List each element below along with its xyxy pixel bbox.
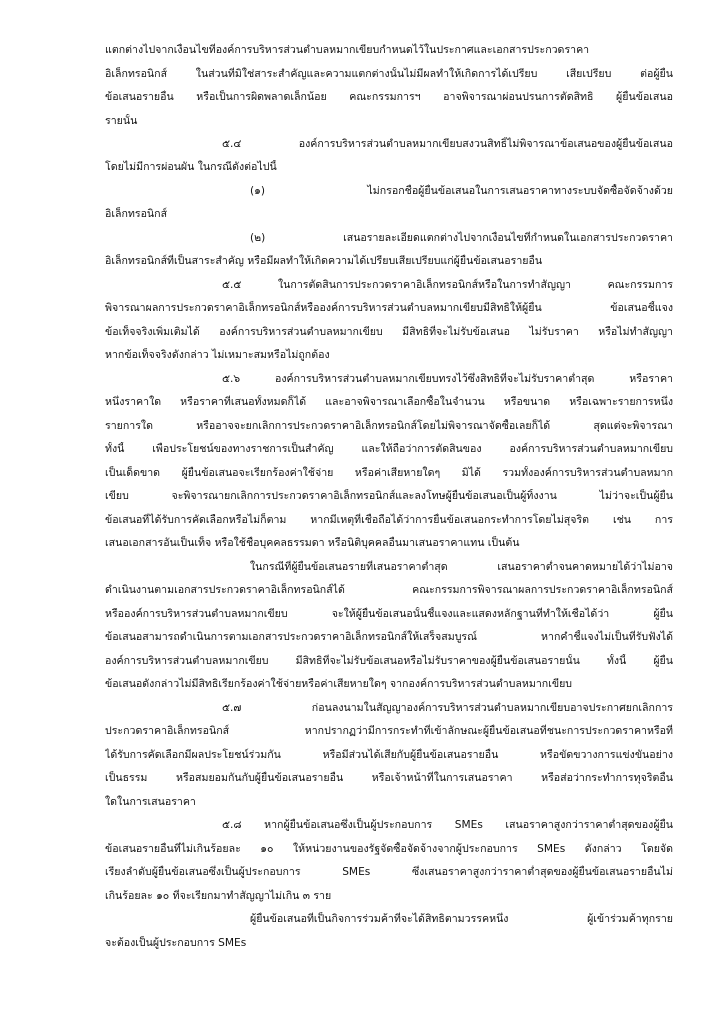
text-line: ข้อเสนอรายอื่น หรือเป็นการผิดพลาดเล็กน้อย คณะกรรมการฯ อาจพิจารณาผ่อนปรนการตัดสิทธิ ผู้ยื่นข้อเสนอ [105, 91, 673, 103]
text-line: เป็นเด็ดขาด ผู้ยื่นข้อเสนอจะเรียกร้องค่าใช้จ่าย หรือค่าเสียหายใดๆ มิได้ รวมทั้งองค์การบริหารส่วนตำบลหมาก [105, 467, 673, 479]
clause-5-7-heading: ๕.๗ ก่อนลงนามในสัญญาองค์การบริหารส่วนตำบลหมากเขียบอาจประกาศยกเลิกการ [222, 702, 673, 714]
text-line: องค์การบริหารส่วนตำบลหมากเขียบ มีสิทธิที่จะไม่รับข้อเสนอหรือไม่รับราคาของผู้ยื่นข้อเสนอรายนั้น ทั้งนี้ ผู้ยื่น [105, 655, 673, 667]
clause-5-4-heading: ๕.๔ องค์การบริหารส่วนตำบลหมากเขียบสงวนสิทธิ์ไม่พิจารณาข้อเสนอของผู้ยื่นข้อเสนอ [222, 138, 673, 150]
clause-5-6-heading: ๕.๖ องค์การบริหารส่วนตำบลหมากเขียบทรงไว้ซึ่งสิทธิที่จะไม่รับราคาต่ำสุด หรือราคา [222, 373, 673, 385]
subclause-1-heading: (๑) ไม่กรอกชื่อผู้ยื่นข้อเสนอในการเสนอราคาทางระบบจัดซื้อจัดจ้างด้วย [250, 185, 673, 197]
subclause-2-heading: (๒) เสนอรายละเอียดแตกต่างไปจากเงื่อนไขที่กำหนดในเอกสารประกวดราคา [250, 232, 673, 244]
text-line: ได้รับการคัดเลือกมีผลประโยชน์ร่วมกัน หรือมีส่วนได้เสียกับผู้ยื่นข้อเสนอรายอื่น หรือขัดขวางการแข่งขันอย่าง [105, 749, 673, 761]
text-line: เรียงลำดับผู้ยื่นข้อเสนอซึ่งเป็นผู้ประกอบการ SMEs ซึ่งเสนอราคาสูงกว่าราคาต่ำสุดของผู้ยื่นข้อเสนอรายอื่นไม่ [105, 866, 673, 878]
text-line: ทั้งนี้ เพื่อประโยชน์ของทางราชการเป็นสำคัญ และให้ถือว่าการตัดสินของ องค์การบริหารส่วนตำบลหมากเขียบ [105, 443, 673, 455]
text-line: แตกต่างไปจากเงื่อนไขที่องค์การบริหารส่วนตำบลหมากเขียบกำหนดไว้ในประกาศและเอกสารประกวดราคา [105, 44, 590, 56]
text-line: อิเล็กทรอนิกส์ที่เป็นสาระสำคัญ หรือมีผลทำให้เกิดความได้เปรียบเสียเปรียบแก่ผู้ยื่นข้อเสนอรายอื่น [105, 255, 543, 267]
text-line: จะต้องเป็นผู้ประกอบการ SMEs [105, 937, 247, 949]
text-line: หรือองค์การบริหารส่วนตำบลหมากเขียบ จะให้ผู้ยื่นข้อเสนอนั้นชี้แจงและแสดงหลักฐานที่ทำให้เชื่อได้ว่า ผู้ยื่น [105, 608, 673, 620]
text-line: ข้อเสนอรายอื่นที่ไม่เกินร้อยละ ๑๐ ให้หน่วยงานของรัฐจัดซื้อจัดจ้างจากผู้ประกอบการ SMEs ดังกล่าว โดยจัด [105, 843, 673, 855]
text-line: รายการใด หรืออาจจะยกเลิกการประกวดราคาอิเล็กทรอนิกส์โดยไม่พิจารณาจัดซื้อเลยก็ได้ สุดแต่จะพิจารณา [105, 420, 673, 432]
text-line: โดยไม่มีการผ่อนผัน ในกรณีดังต่อไปนี้ [105, 161, 277, 173]
text-line: ดำเนินงานตามเอกสารประกวดราคาอิเล็กทรอนิกส์ได้ คณะกรรมการพิจารณาผลการประกวดราคาอิเล็กทรอนิกส์ [105, 584, 673, 596]
text-line: เขียบ จะพิจารณายกเลิกการประกวดราคาอิเล็กทรอนิกส์และลงโทษผู้ยื่นข้อเสนอเป็นผู้ทิ้งงาน ไม่ว่าจะเป็นผู้ยื่น [105, 490, 673, 502]
text-line: ข้อเสนอสามารถดำเนินการตามเอกสารประกวดราคาอิเล็กทรอนิกส์ให้เสร็จสมบูรณ์ หากคำชี้แจงไม่เป็นที่รับฟังได้ [105, 631, 673, 643]
text-line: อิเล็กทรอนิกส์ ในส่วนที่มิใช่สาระสำคัญและความแตกต่างนั้นไม่มีผลทำให้เกิดการได้เปรียบ เสียเปรียบ ต่อผู้ยื่น [105, 68, 673, 80]
text-line: พิจารณาผลการประกวดราคาอิเล็กทรอนิกส์หรือองค์การบริหารส่วนตำบลหมากเขียบมีสิทธิให้ผู้ยื่น ข้อเสนอชี้แจง [105, 302, 673, 314]
paragraph-start: ผู้ยื่นข้อเสนอที่เป็นกิจการร่วมค้าที่จะได้สิทธิตามวรรคหนึ่ง ผู้เข้าร่วมค้าทุกราย [250, 913, 673, 925]
text-line: รายนั้น [105, 115, 138, 127]
text-line: เสนอเอกสารอันเป็นเท็จ หรือใช้ชื่อบุคคลธรรมดา หรือนิติบุคคลอื่นมาเสนอราคาแทน เป็นต้น [105, 537, 520, 549]
text-line: ประกวดราคาอิเล็กทรอนิกส์ หากปรากฏว่ามีการกระทำที่เข้าลักษณะผู้ยื่นข้อเสนอที่ชนะการประกวดราคาหรือที่ [105, 725, 673, 737]
text-line: เป็นธรรม หรือสมยอมกันกับผู้ยื่นข้อเสนอรายอื่น หรือเจ้าหน้าที่ในการเสนอราคา หรือส่อว่ากระทำการทุจริตอื่น [105, 772, 673, 784]
text-line: หนึ่งราคาใด หรือราคาที่เสนอทั้งหมดก็ได้ และอาจพิจารณาเลือกซื้อในจำนวน หรือขนาด หรือเฉพาะรายการหนึ่ง [105, 396, 673, 408]
text-line: เกินร้อยละ ๑๐ ที่จะเรียกมาทำสัญญาไม่เกิน ๓ ราย [105, 890, 332, 902]
text-line: หากข้อเท็จจริงดังกล่าว ไม่เหมาะสมหรือไม่ถูกต้อง [105, 349, 330, 361]
text-line: ข้อเท็จจริงเพิ่มเติมได้ องค์การบริหารส่วนตำบลหมากเขียบ มีสิทธิที่จะไม่รับข้อเสนอ ไม่รับราคา หรือไม่ทำสัญญา [105, 326, 673, 338]
clause-5-8-heading: ๕.๘ หากผู้ยื่นข้อเสนอซึ่งเป็นผู้ประกอบการ SMEs เสนอราคาสูงกว่าราคาต่ำสุดของผู้ยื่น [222, 819, 673, 831]
text-line: ใดในการเสนอราคา [105, 796, 196, 808]
text-line: ข้อเสนอดังกล่าวไม่มีสิทธิเรียกร้องค่าใช้จ่ายหรือค่าเสียหายใดๆ จากองค์การบริหารส่วนตำบลหมากเขียบ [105, 678, 572, 690]
text-line: อิเล็กทรอนิกส์ [105, 208, 168, 220]
paragraph-start: ในกรณีที่ผู้ยื่นข้อเสนอรายที่เสนอราคาต่ำสุด เสนอราคาต่ำจนคาดหมายได้ว่าไม่อาจ [250, 561, 673, 573]
text-line: ข้อเสนอที่ได้รับการคัดเลือกหรือไม่ก็ตาม หากมีเหตุที่เชื่อถือได้ว่าการยื่นข้อเสนอกระทำการโดยไม่สุจริต เช่น การ [105, 514, 673, 526]
clause-5-5-heading: ๕.๕ ในการตัดสินการประกวดราคาอิเล็กทรอนิกส์หรือในการทำสัญญา คณะกรรมการ [222, 279, 673, 291]
